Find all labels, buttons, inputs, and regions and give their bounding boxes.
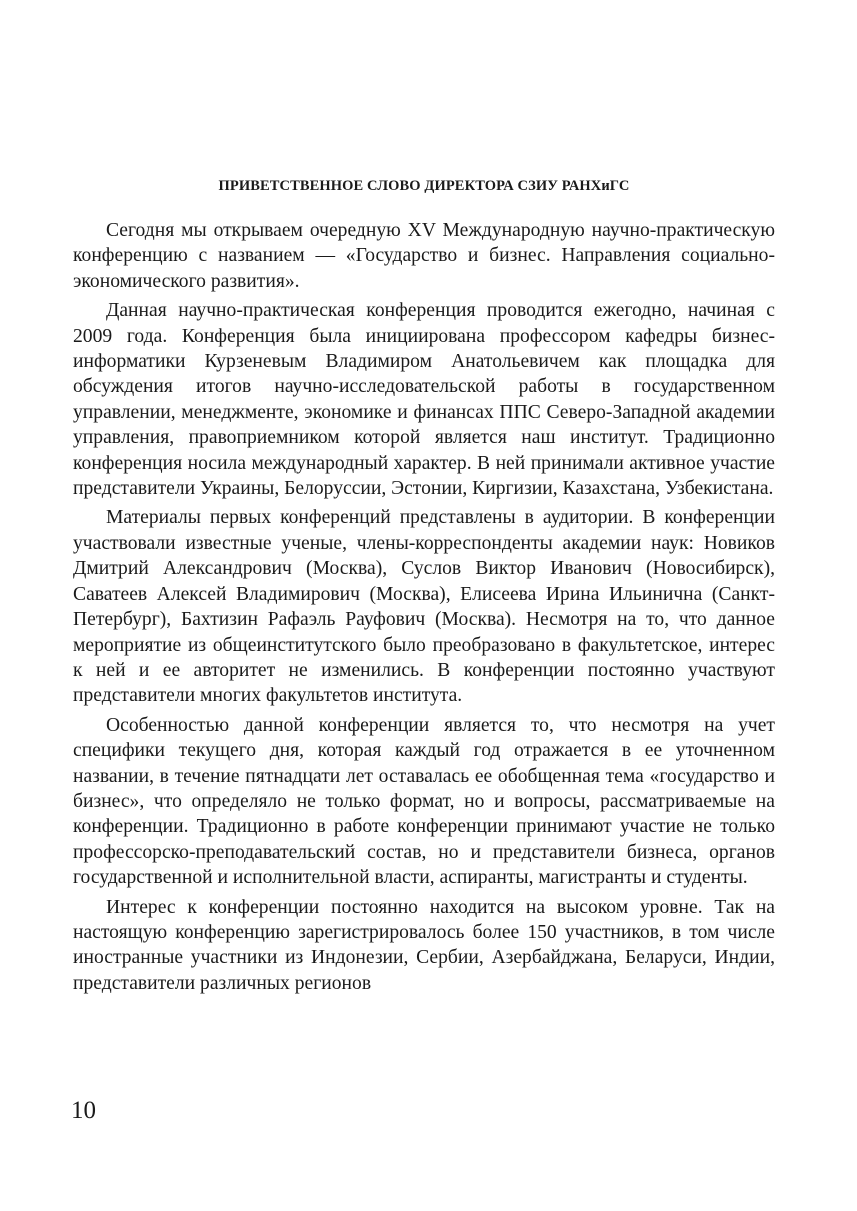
paragraph-3: Материалы первых конференций представлены в аудитории. В конференции участвовали известные ученые, члены-корреспонденты академии наук: Новиков Дмитрий Александрович (Москва), Суслов Виктор Иванович (Новосибирск), Саватеев Алексей Владимирович (Москва), Елисеева Ирина Ильинична (Санкт-Петербург), Бахтизин Рафаэль Рауфович (Москва). Несмотря на то, что данное мероприятие из общеинститутского было преобразовано в факультетское, интерес к ней и ее авторитет не изменились. В конференции постоянно участвуют представители многих факультетов института. bbox=[73, 507, 775, 707]
paragraph-5: Интерес к конференции постоянно находится на высоком уровне. Так на настоящую конференцию зарегистрировалось более 150 участников, в том числе иностранные участники из Индонезии, Сербии, Азербайджана, Беларуси, Индии, представители различных регионов bbox=[73, 896, 775, 994]
page-body bbox=[73, 176, 775, 1000]
page-number: 10 bbox=[71, 1097, 96, 1124]
page-heading: ПРИВЕТСТВЕННОЕ СЛОВО ДИРЕКТОРА СЗИУ РАНХиГС bbox=[218, 178, 630, 194]
paragraph-1: Сегодня мы открываем очередную XV Международную научно-практическую конференцию с названием — «Государство и бизнес. Направления социально-экономического развития». bbox=[73, 220, 775, 292]
paragraph-4: Особенностью данной конференции является то, что несмотря на учет специфики текущего дня, которая каждый год отражается в ее уточненном названии, в течение пятнадцати лет оставалась ее обобщенная тема «государство и бизнес», что определяло не только формат, но и вопросы, рассматриваемые на конференции. Традиционно в работе конференции принимают участие не только профессорско-преподавательский состав, но и представители бизнеса, органов государственной и исполнительной власти, аспиранты, магистранты и студенты. bbox=[73, 714, 775, 889]
paragraph-2: Данная научно-практическая конференция проводится ежегодно, начиная с 2009 года. Конференция была инициирована профессором кафедры бизнес-информатики Курзеневым Владимиром Анатольевичем как площадка для обсуждения итогов научно-исследовательской работы в государственном управлении, менеджменте, экономике и финансах ППС Северо-Западной академии управления, правоприемником которой является наш институт. Традиционно конференция носила международный характер. В ней принимали активное участие представители Украины, Белоруссии, Эстонии, Киргизии, Казахстана, Узбекистана. bbox=[73, 300, 775, 500]
